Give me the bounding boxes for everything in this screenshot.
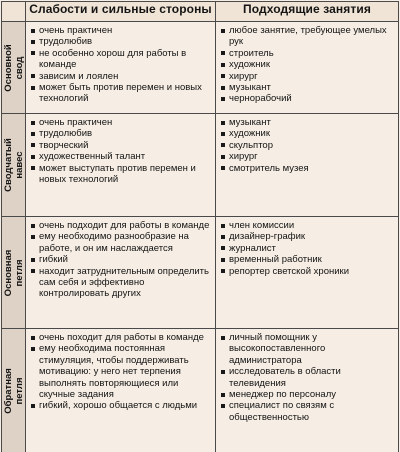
occupations-list — [216, 217, 398, 279]
occupation-item: член комиссии — [220, 220, 396, 231]
strengths-list — [26, 329, 215, 414]
row-label-line: Основной — [2, 43, 14, 92]
row-label-line: Основная — [2, 249, 14, 296]
occupation-item: музыкант — [220, 82, 396, 93]
occupation-item: скульптор — [220, 140, 396, 151]
row-label-line: петля — [13, 259, 25, 287]
row-label-line: петля — [13, 377, 25, 405]
occupation-item: музыкант — [220, 117, 396, 128]
row-label-line: Сводчатый — [2, 138, 14, 192]
row-label-text — [3, 249, 25, 296]
strengths-cell — [26, 114, 216, 217]
table-row — [2, 22, 399, 114]
row-label-reverse-loop — [2, 329, 26, 452]
row-label-main-arch — [2, 22, 26, 114]
strength-item: гибкий, хорошо общается с людьми — [30, 400, 213, 411]
occupation-item: строитель — [220, 48, 396, 59]
occupation-item: специалист по связям с общественностью — [220, 400, 396, 423]
strength-item: находит затруднительным определить сам себя и эффективно контролировать других — [30, 266, 213, 300]
occupations-cell — [216, 114, 399, 217]
row-label-tented-arch — [2, 114, 26, 217]
row-label-main-loop — [2, 217, 26, 329]
row-label-line: Обратная — [2, 367, 14, 414]
occupations-list — [216, 22, 398, 107]
occupation-item: хирург — [220, 151, 396, 162]
occupation-item: чернорабочий — [220, 93, 396, 104]
strength-item: очень практичен — [30, 25, 213, 36]
occupation-item: менеджер по персоналу — [220, 389, 396, 400]
strength-item: ему необходима постоянная стимуляция, чтобы поддерживать мотивацию: у него нет терпения выполнять повторяющиеся или скучные задания — [30, 343, 213, 400]
strengths-list — [26, 114, 215, 187]
strength-item: очень практичен — [30, 117, 213, 128]
row-label-line: свод — [13, 56, 25, 79]
occupations-cell — [216, 329, 399, 452]
occupation-item: любое занятие, требующее умелых рук — [220, 25, 396, 48]
strength-item: не особенно хорош для работы в команде — [30, 48, 213, 71]
strengths-list — [26, 217, 215, 302]
occupation-item: дизайнер-график — [220, 231, 396, 242]
row-label-text — [3, 44, 25, 91]
occupation-item: художник — [220, 59, 396, 70]
occupation-item: личный помощник у высокопоставленного администратора — [220, 332, 396, 366]
table-row — [2, 114, 399, 217]
occupation-item: репортер светской хроники — [220, 266, 396, 277]
occupation-item: смотритель музея — [220, 163, 396, 174]
occupation-item: журналист — [220, 243, 396, 254]
strength-item: зависим и лоялен — [30, 71, 213, 82]
occupations-list — [216, 329, 398, 425]
row-label-text — [3, 368, 25, 414]
header-strengths: Слабости и сильные стороны — [26, 2, 216, 22]
strengths-list — [26, 22, 215, 107]
occupations-cell — [216, 22, 399, 114]
occupations-list — [216, 114, 398, 176]
strength-item: очень походит для работы в команде — [30, 332, 213, 343]
strength-item: может быть против перемен и новых технологий — [30, 82, 213, 105]
occupations-cell — [216, 217, 399, 329]
strength-item: творческий — [30, 140, 213, 151]
strength-item: гибкий — [30, 254, 213, 265]
strengths-cell — [26, 22, 216, 114]
strength-item: может выступать против перемен и новых технологий — [30, 163, 213, 186]
palm-lines-table — [1, 1, 399, 452]
strengths-cell — [26, 329, 216, 452]
table-row — [2, 217, 399, 329]
table-row — [2, 329, 399, 452]
header-corner-cell — [2, 2, 26, 22]
occupation-item: хирург — [220, 71, 396, 82]
strength-item: очень подходит для работы в команде — [30, 220, 213, 231]
strength-item: художественный талант — [30, 151, 213, 162]
occupation-item: художник — [220, 128, 396, 139]
occupation-item: временный работник — [220, 254, 396, 265]
row-label-line: навес — [13, 151, 25, 179]
row-label-text — [3, 138, 25, 192]
occupation-item: исследователь в области телевидения — [220, 366, 396, 389]
header-occupations: Подходящие занятия — [216, 2, 399, 22]
strength-item: трудолюбив — [30, 128, 213, 139]
table-body — [2, 22, 399, 452]
strength-item: трудолюбив — [30, 36, 213, 47]
strength-item: ему необходимо разнообразие на работе, и он им наслаждается — [30, 231, 213, 254]
strengths-cell — [26, 217, 216, 329]
